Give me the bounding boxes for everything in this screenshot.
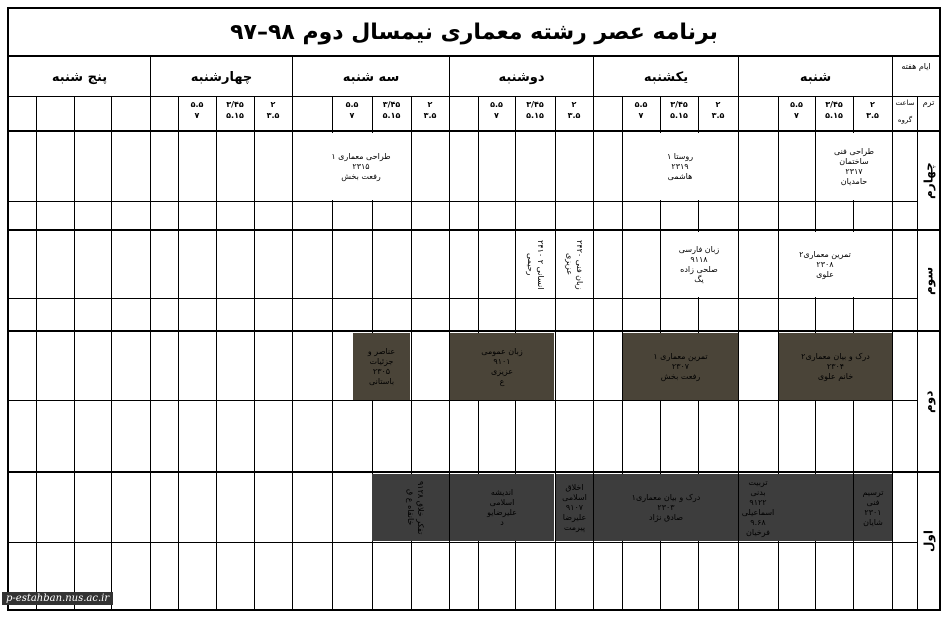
course-cell: اخلاق اسلامی ۹۱۰۷ علیرضا پیرمت xyxy=(556,474,593,541)
course-cell: انسانی ۲ ۲۴۱۰ رحیمی xyxy=(526,239,545,290)
slot-2-time: ۳/۴۵ ۵.۱۵ xyxy=(670,100,688,120)
course-cell: طراحی معماری ۱ ۲۳۱۵ رفعت بخش xyxy=(312,133,410,200)
course-cell: تفکر خلاق ۹۱۲۸ خانقاه ع ق xyxy=(395,474,435,541)
day-header-sunday: یکشنبه xyxy=(643,69,689,85)
slot-2-time: ۳/۴۵ ۵.۱۵ xyxy=(382,100,401,120)
slot-1-time: ۲ ۳.۵ xyxy=(866,100,879,120)
slot-3-time: ۵.۵ ۷ xyxy=(490,100,503,120)
course-cell: ترسیم فنی ۲۳۰۱ شایان xyxy=(854,474,892,541)
day-header-wednesday: چهارشنبه xyxy=(190,69,253,85)
course-cell: اندیشه اسلامی علیرضایو د xyxy=(450,474,554,541)
course-cell: عناصر و جزئیات ۲۳۰۵ باستانی xyxy=(353,333,410,400)
slot-1-time: ۲ ۳.۵ xyxy=(711,100,725,120)
slot-3-time: ۵.۵ ۷ xyxy=(190,100,204,120)
slot-2-time: ۳/۴۵ ۵.۱۵ xyxy=(226,100,244,120)
course-cell: درک و بیان معماری۱ ۲۳۰۳ صادق نژاد xyxy=(594,474,738,541)
page-title: برنامه عصر رشته معماری نیمسال دوم ۹۸–۹۷ xyxy=(9,9,939,57)
course-cell: تمرین معماری۲ ۲۳۰۸ علوی xyxy=(779,232,871,297)
watermark: p-estahban.nus.ac.ir xyxy=(2,592,113,605)
day-header-saturday: شنبه xyxy=(799,69,832,85)
term-label-first: اول xyxy=(921,530,936,553)
corner-group-label: گروه xyxy=(897,116,913,124)
course-cell: زبان فنی ۲۴۲۰ عزیزی xyxy=(565,239,584,290)
slot-2-time: ۳/۴۵ ۵.۱۵ xyxy=(526,100,544,120)
term-label-fourth: چهارم xyxy=(921,162,936,199)
slot-1-time: ۲ ۳.۵ xyxy=(266,100,280,120)
slot-3-time: ۵.۵ ۷ xyxy=(634,100,648,120)
slot-1-time: ۲ ۳.۵ xyxy=(567,100,581,120)
term-label-third: سوم xyxy=(921,266,936,295)
day-header-thursday: پنج شنبه xyxy=(51,69,108,85)
course-cell: تمرین معماری ۱ ۲۳۰۷ رفعت بخش xyxy=(623,333,738,400)
course-cell: تربیت بدنی ۹۱۲۲ اسماعیلی ۹.۶۸ فرخیان xyxy=(739,474,853,541)
course-cell: روستا ۱ ۲۳۱۹ هاشمی xyxy=(623,133,737,200)
course-cell: درک و بیان معماری۲ ۲۳۰۴ خانم علوی xyxy=(779,333,892,400)
course-cell: طراحی فنی ساختمان ۲۳۱۷ حامدیان xyxy=(816,133,892,200)
term-label-second: دوم xyxy=(921,390,936,413)
slot-3-time: ۵.۵ ۷ xyxy=(345,100,359,120)
course-cell: زبان عمومی ۹۱۰۱ عزیزی ع xyxy=(450,333,554,400)
course-cell: زبان فارسی ۹۱۱۸ صلحی زاده یگ xyxy=(661,232,737,297)
corner-term-label: ترم xyxy=(922,98,935,107)
corner-time-label: ساعت xyxy=(895,99,915,107)
day-header-tuesday: سه شنبه xyxy=(342,69,400,85)
slot-1-time: ۲ ۳.۵ xyxy=(423,100,437,120)
slot-3-time: ۵.۵ ۷ xyxy=(790,100,803,120)
corner-days-label: ایام هفته xyxy=(901,62,931,71)
day-header-monday: دوشنبه xyxy=(498,69,545,85)
slot-2-time: ۳/۴۵ ۵.۱۵ xyxy=(825,100,843,120)
